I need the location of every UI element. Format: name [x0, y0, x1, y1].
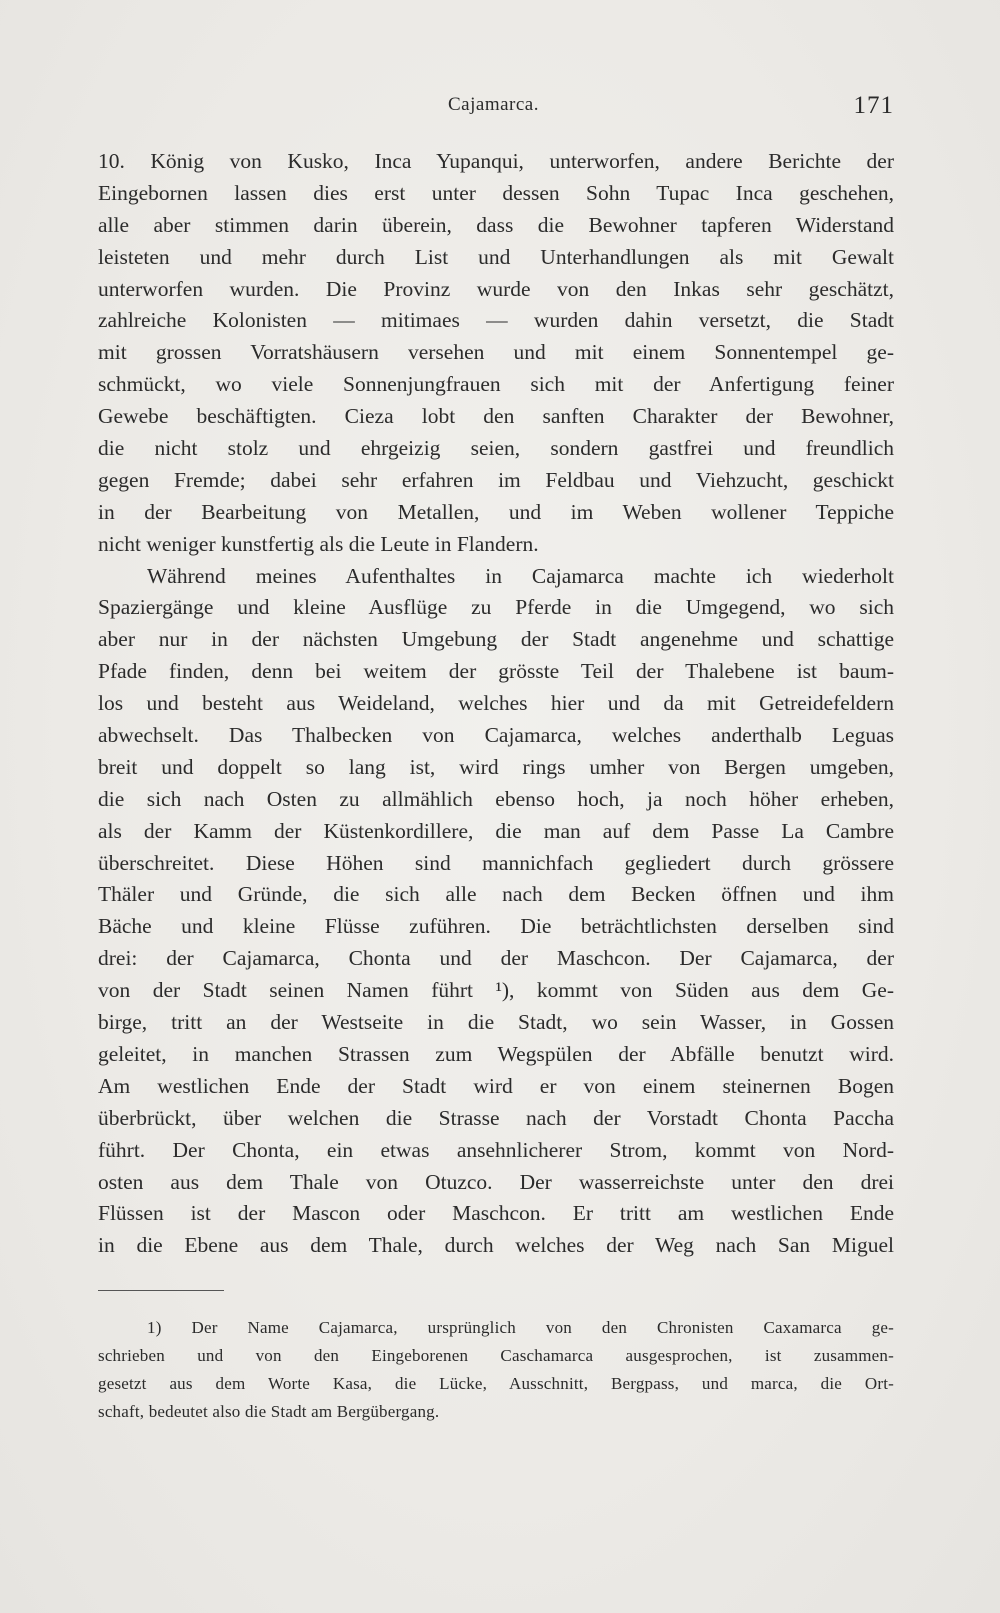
footnote-line: schrieben und von den Eingeborenen Caschamarca ausgesprochen, ist zusammen- [98, 1346, 894, 1365]
text-line: überschreitet. Diese Höhen sind mannichfach gegliedert durch grössere [98, 850, 894, 875]
text-line: in der Bearbeitung von Metallen, und im Weben wollener Teppiche [98, 499, 894, 524]
text-line: Eingebornen lassen dies erst unter dessen Sohn Tupac Inca geschehen, [98, 180, 894, 205]
text-line: abwechselt. Das Thalbecken von Cajamarca, welches anderthalb Leguas [98, 723, 894, 748]
text-line: Bäche und kleine Flüsse zuführen. Die beträchtlichsten derselben sind [98, 914, 894, 939]
text-line: Flüssen ist der Mascon oder Maschcon. Er tritt am westlichen Ende [98, 1201, 894, 1226]
text-line: überbrückt, über welchen die Strasse nach der Vorstadt Chonta Paccha [98, 1105, 894, 1130]
text-line: Pfade finden, denn bei weitem der grösste Teil der Thalebene ist baum- [98, 659, 894, 684]
text-line: breit und doppelt so lang ist, wird rings umher von Bergen umgeben, [98, 754, 894, 779]
text-line: osten aus dem Thale von Otuzco. Der wasserreichste unter den drei [98, 1169, 894, 1194]
footnote-line: 1) Der Name Cajamarca, ursprünglich von den Chronisten Caxamarca ge- [147, 1318, 894, 1337]
text-line: in die Ebene aus dem Thale, durch welches der Weg nach San Miguel [98, 1233, 894, 1258]
text-line: aber nur in der nächsten Umgebung der Stadt angenehme und schattige [98, 627, 894, 652]
text-line: die sich nach Osten zu allmählich ebenso hoch, ja noch höher erheben, [98, 786, 894, 811]
page-header [98, 92, 894, 132]
text-line: nicht weniger kunstfertig als die Leute in Flandern. [98, 531, 539, 556]
text-line: leisteten und mehr durch List und Unterhandlungen als mit Gewalt [98, 244, 894, 269]
text-line: unterworfen wurden. Die Provinz wurde von den Inkas sehr geschätzt, [98, 276, 894, 301]
text-line: birge, tritt an der Westseite in die Stadt, wo sein Wasser, in Gossen [98, 1010, 894, 1035]
text-line: als der Kamm der Küstenkordillere, die man auf dem Passe La Cambre [98, 818, 894, 843]
text-line: mit grossen Vorratshäusern versehen und mit einem Sonnentempel ge- [98, 340, 894, 365]
text-line: alle aber stimmen darin überein, dass die Bewohner tapferen Widerstand [98, 212, 894, 237]
text-line: die nicht stolz und ehrgeizig seien, sondern gastfrei und freundlich [98, 436, 894, 461]
text-line: Spaziergänge und kleine Ausflüge zu Pferde in die Umgegend, wo sich [98, 595, 894, 620]
text-line: Am westlichen Ende der Stadt wird er von einem steinernen Bogen [98, 1073, 894, 1098]
text-line: führt. Der Chonta, ein etwas ansehnlicherer Strom, kommt von Nord- [98, 1137, 894, 1162]
body-text [98, 146, 894, 1262]
text-line: drei: der Cajamarca, Chonta und der Maschcon. Der Cajamarca, der [98, 946, 894, 971]
running-title: Cajamarca. [448, 94, 539, 115]
text-line: Während meines Aufenthaltes in Cajamarca machte ich wiederholt [147, 563, 894, 588]
footnote-line: gesetzt aus dem Worte Kasa, die Lücke, Ausschnitt, Bergpass, und marca, die Ort- [98, 1374, 894, 1393]
text-line: Thäler und Gründe, die sich alle nach dem Becken öffnen und ihm [98, 882, 894, 907]
text-line: zahlreiche Kolonisten — mitimaes — wurden dahin versetzt, die Stadt [98, 308, 894, 333]
footnote-line: schaft, bedeutet also die Stadt am Bergübergang. [98, 1402, 440, 1421]
footnote-divider [98, 1290, 224, 1291]
text-line: von der Stadt seinen Namen führt ¹), kommt von Süden aus dem Ge- [98, 978, 894, 1003]
footnotes [98, 1314, 894, 1426]
page-number: 171 [853, 92, 894, 119]
text-line: geleitet, in manchen Strassen zum Wegspülen der Abfälle benutzt wird. [98, 1041, 894, 1066]
text-line: 10. König von Kusko, Inca Yupanqui, unterworfen, andere Berichte der [98, 149, 894, 173]
text-line: schmückt, wo viele Sonnenjungfrauen sich mit der Anfertigung feiner [98, 372, 894, 397]
text-line: los und besteht aus Weideland, welches hier und da mit Getreidefeldern [98, 691, 894, 716]
text-line: gegen Fremde; dabei sehr erfahren im Feldbau und Viehzucht, geschickt [98, 467, 894, 492]
text-line: Gewebe beschäftigten. Cieza lobt den sanften Charakter der Bewohner, [98, 404, 894, 429]
